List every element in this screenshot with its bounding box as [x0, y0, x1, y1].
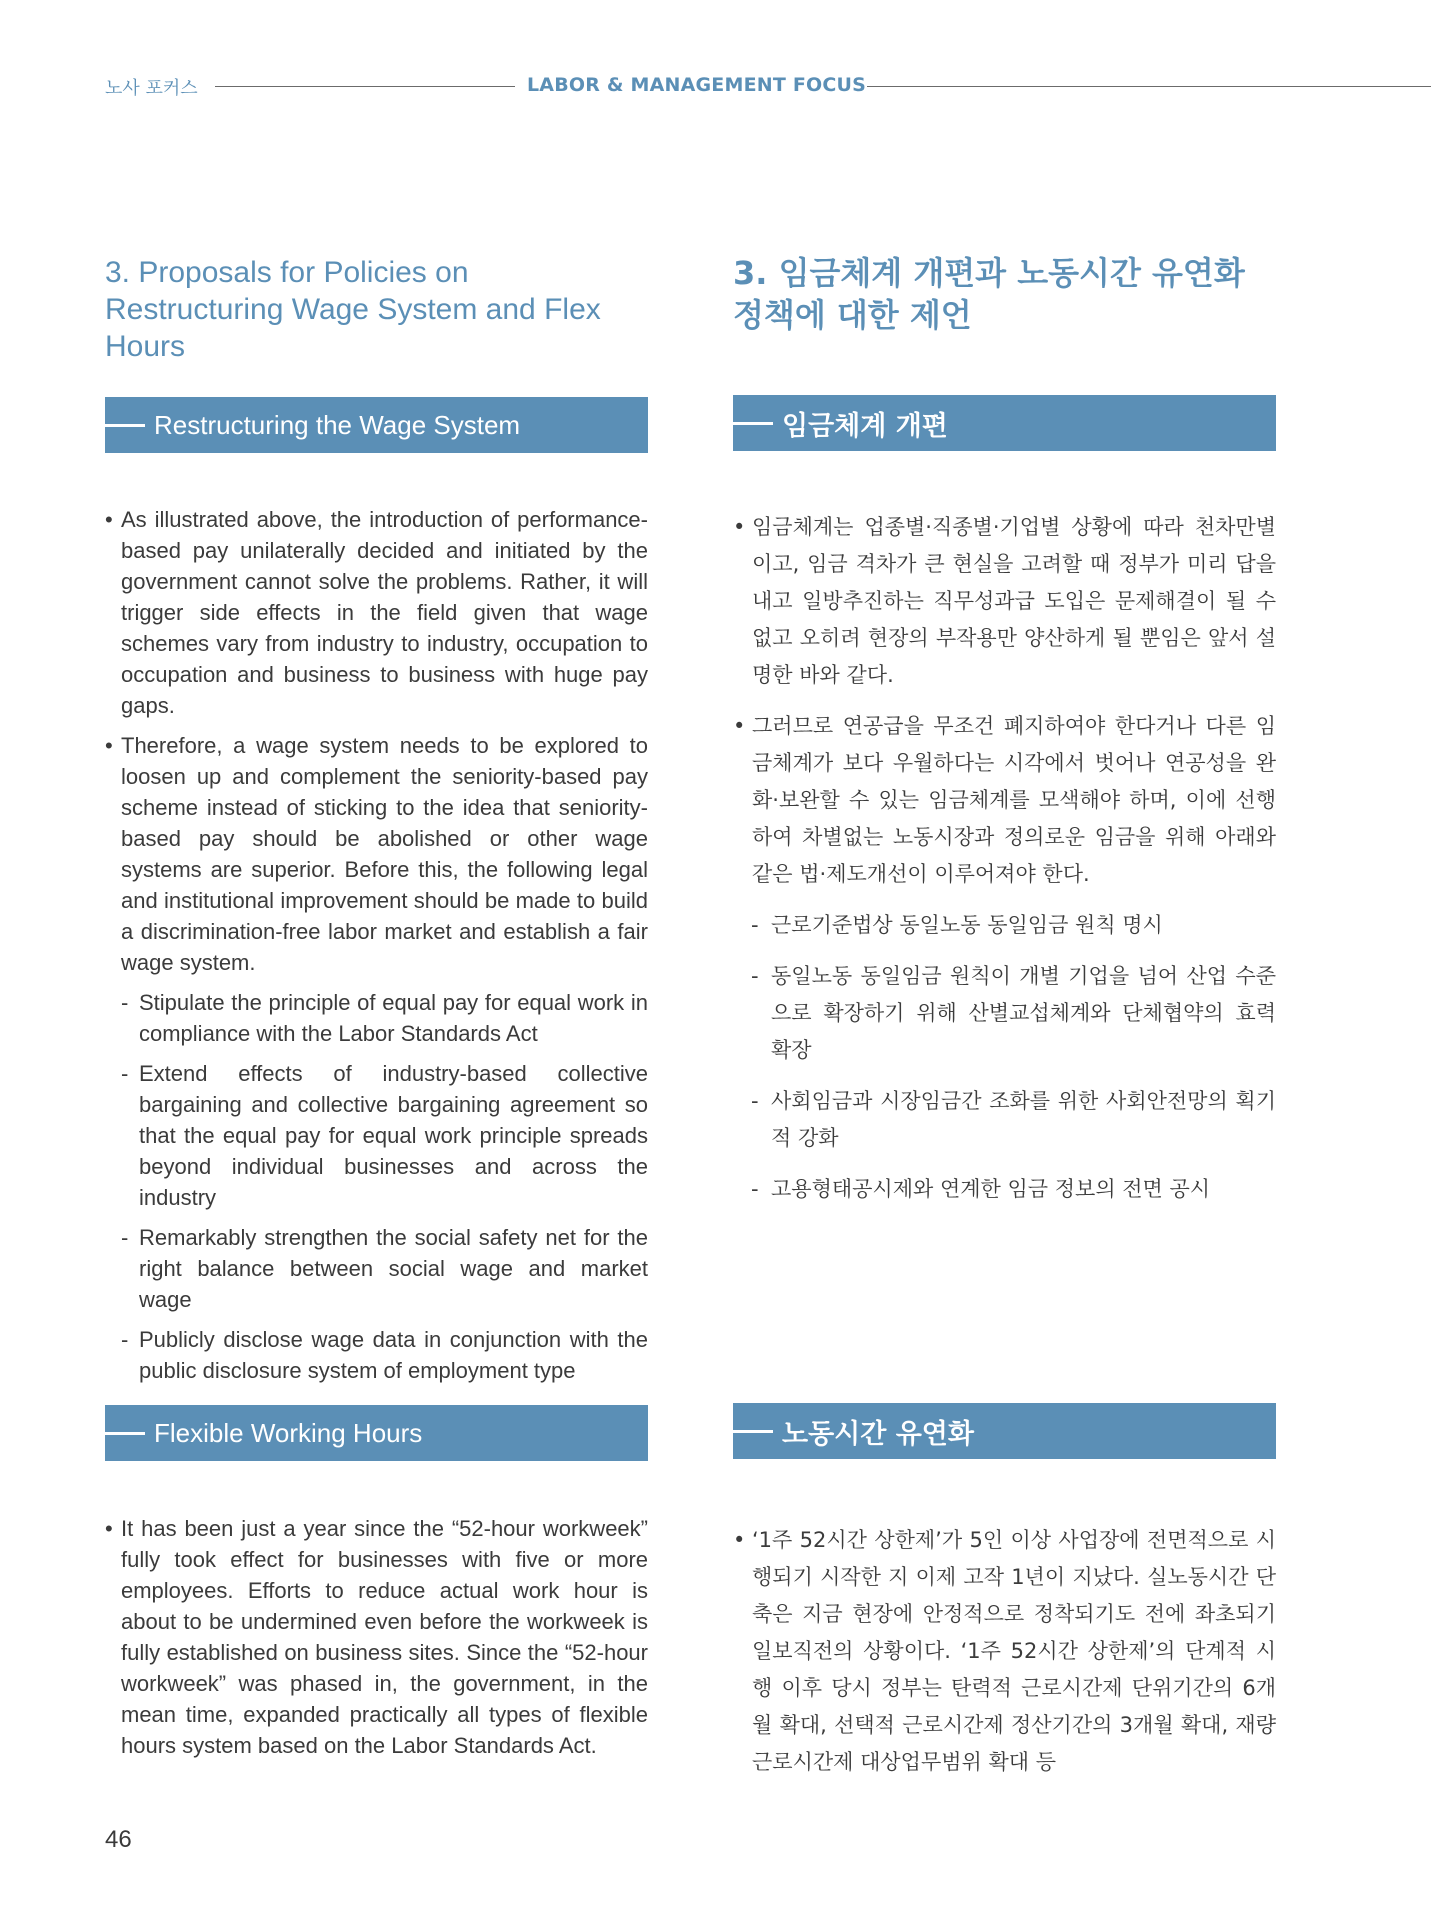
list-subitem: - 고용형태공시제와 연계한 임금 정보의 전면 공시 [733, 1171, 1276, 1208]
korean-flex-list [733, 1522, 1276, 1795]
english-flex-heading-bar [105, 1405, 648, 1461]
list-subitem: - Remarkably strengthen the social safety net for the right balance between social wage and market wage [105, 1222, 648, 1315]
korean-wage-list [733, 509, 1276, 1222]
english-wage-heading-bar [105, 397, 648, 453]
korean-section-title: 3. 임금체계 개편과 노동시간 유연화 정책에 대한 제언 [733, 254, 1245, 334]
heading-dash [105, 1432, 145, 1435]
header-english-label: LABOR & MANAGEMENT FOCUS [527, 74, 867, 96]
list-subitem: - 근로기준법상 동일노동 동일임금 원칙 명시 [733, 907, 1276, 944]
english-wage-list [105, 504, 648, 1395]
korean-flex-heading-bar [733, 1403, 1276, 1459]
english-section-title: 3. Proposals for Policies on Restructuring Wage System and Flex Hours [105, 256, 601, 363]
list-item: • 임금체계는 업종별·직종별·기업별 상황에 따라 천차만별이고, 임금 격차가 큰 현실을 고려할 때 정부가 미리 답을 내고 일방추진하는 직무성과급 도입은 문제해결이 될 수 없고 오히려 현장의 부작용만 양산하게 될 뿐임은 앞서 설명한 바와 같다. [733, 509, 1276, 694]
heading-dash [733, 422, 773, 425]
heading-dash [105, 424, 145, 427]
list-subitem: - Extend effects of industry-based collective bargaining and collective bargaining agreement so that the equal pay for equal work principle spreads beyond individual businesses and across the industry [105, 1058, 648, 1213]
list-item: • It has been just a year since the “52-hour workweek” fully took effect for businesses with five or more employees. Efforts to reduce actual work hour is about to be undermined even before the workweek is fully established on business sites. Since the “52-hour workweek” was phased in, the government, in the mean time, expanded practically all types of flexible hours system based on the Labor Standards Act. [105, 1513, 648, 1761]
english-wage-heading: Restructuring the Wage System [154, 409, 521, 440]
header-rule-left [215, 86, 515, 87]
korean-flex-heading: 노동시간 유연화 [782, 1418, 974, 1450]
heading-dash [733, 1430, 773, 1433]
list-item: • 그러므로 연공급을 무조건 폐지하여야 한다거나 다른 임금체계가 보다 우월하다는 시각에서 벗어나 연공성을 완화·보완할 수 있는 임금체계를 모색해야 하며, 이에 선행하여 차별없는 노동시장과 정의로운 임금을 위해 아래와 같은 법·제도개선이 이루어져야 한다. [733, 708, 1276, 893]
english-flex-heading: Flexible Working Hours [154, 1417, 423, 1448]
korean-wage-heading-bar [733, 395, 1276, 451]
list-subitem: - 사회임금과 시장임금간 조화를 위한 사회안전망의 획기적 강화 [733, 1083, 1276, 1157]
english-flex-list [105, 1513, 648, 1770]
korean-wage-heading: 임금체계 개편 [782, 410, 948, 442]
list-item: • Therefore, a wage system needs to be explored to loosen up and complement the seniority-based pay scheme instead of sticking to the idea that seniority-based pay should be abolished or other wage systems are superior. Before this, the following legal and institutional improvement should be made to build a discrimination-free labor market and establish a fair wage system. [105, 730, 648, 978]
header-korean-label: 노사 포커스 [105, 78, 198, 99]
list-subitem: - Stipulate the principle of equal pay for equal work in compliance with the Labor Standards Act [105, 987, 648, 1049]
page-number: 46 [105, 1826, 132, 1853]
list-item: • ‘1주 52시간 상한제’가 5인 이상 사업장에 전면적으로 시행되기 시작한 지 이제 고작 1년이 지났다. 실노동시간 단축은 지금 현장에 안정적으로 정착되기도 전에 좌초되기 일보직전의 상황이다. ‘1주 52시간 상한제’의 단계적 시행 이후 당시 정부는 탄력적 근로시간제 단위기간의 6개월 확대, 선택적 근로시간제 정산기간의 3개월 확대, 재량근로시간제 대상업무범위 확대 등 [733, 1522, 1276, 1781]
list-subitem: - Publicly disclose wage data in conjunction with the public disclosure system of employment type [105, 1324, 648, 1386]
list-subitem: - 동일노동 동일임금 원칙이 개별 기업을 넘어 산업 수준으로 확장하기 위해 산별교섭체계와 단체협약의 효력 확장 [733, 958, 1276, 1069]
list-item: • As illustrated above, the introduction of performance-based pay unilaterally decided and initiated by the government cannot solve the problems. Rather, it will trigger side effects in the field given that wage schemes vary from industry to industry, occupation to occupation and business to business with huge pay gaps. [105, 504, 648, 721]
running-header [0, 74, 1431, 100]
header-rule-right [867, 86, 1431, 87]
